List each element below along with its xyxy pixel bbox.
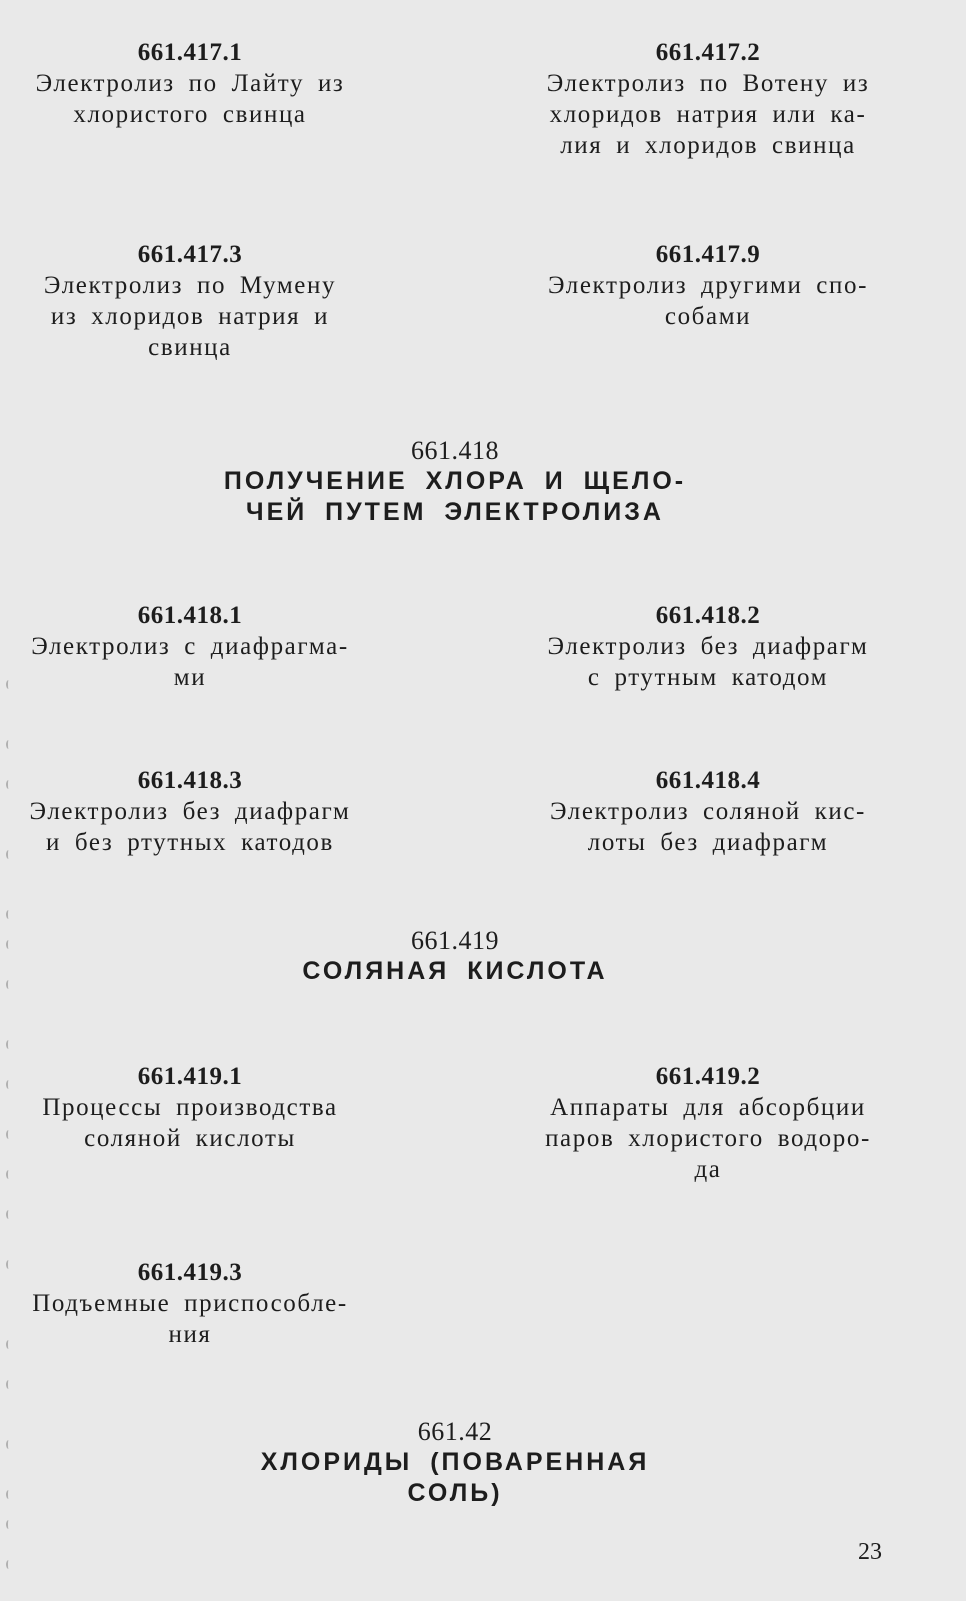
entry-text-line: Электролиз без диафрагм bbox=[29, 798, 351, 825]
entry-text-line: ми bbox=[173, 664, 207, 691]
binding-mark bbox=[6, 780, 11, 789]
binding-mark bbox=[6, 680, 11, 689]
entry-code: 661.419.1 bbox=[137, 1063, 243, 1090]
entry-text-line: собами bbox=[664, 303, 752, 330]
entry-661-417-2 bbox=[518, 38, 898, 161]
entry-text-line: Электролиз соляной кис- bbox=[550, 798, 866, 825]
binding-mark bbox=[6, 1340, 11, 1349]
entry-661-418-4 bbox=[518, 766, 898, 858]
binding-mark bbox=[6, 1560, 11, 1569]
entry-code: 661.419.2 bbox=[655, 1063, 761, 1090]
page-number: 23 bbox=[858, 1539, 882, 1565]
entry-code: 661.418.2 bbox=[655, 602, 761, 629]
entry-text-line: Процессы производства bbox=[42, 1094, 338, 1121]
binding-mark bbox=[6, 1210, 11, 1219]
section-title-line: СОЛЯНАЯ КИСЛОТА bbox=[302, 957, 608, 985]
entry-text-line: Электролиз по Мумену bbox=[43, 272, 337, 299]
entry-text-line: ния bbox=[168, 1321, 212, 1348]
entry-text-line: лоты без диафрагм bbox=[587, 829, 829, 856]
entry-661-417-1 bbox=[0, 38, 380, 130]
entry-code: 661.417.9 bbox=[655, 241, 761, 268]
entry-661-418-2 bbox=[518, 601, 898, 693]
binding-mark bbox=[6, 850, 11, 859]
entry-text-line: Электролиз по Лайту из bbox=[35, 70, 345, 97]
entry-code: 661.419.3 bbox=[137, 1259, 243, 1286]
section-code: 661.42 bbox=[417, 1417, 493, 1446]
entry-text-line: Аппараты для абсорбции bbox=[550, 1094, 866, 1121]
binding-mark bbox=[6, 910, 11, 919]
entry-text-line: и без ртутных катодов bbox=[46, 829, 334, 856]
entry-code: 661.418.1 bbox=[137, 602, 243, 629]
binding-mark bbox=[6, 740, 11, 749]
binding-mark bbox=[6, 1380, 11, 1389]
entry-text-line: паров хлористого водоро- bbox=[545, 1125, 871, 1152]
section-661-42 bbox=[0, 1417, 910, 1509]
entry-text-line: Электролиз с диафрагма- bbox=[31, 633, 349, 660]
entry-661-419-1 bbox=[0, 1062, 380, 1154]
binding-mark bbox=[6, 1130, 11, 1139]
entry-661-418-1 bbox=[0, 601, 380, 693]
section-code: 661.418 bbox=[411, 436, 499, 465]
section-code: 661.419 bbox=[411, 926, 499, 955]
entry-text-line: свинца bbox=[148, 334, 232, 361]
entry-text-line: Электролиз без диафрагм bbox=[547, 633, 869, 660]
binding-mark bbox=[6, 1440, 11, 1449]
binding-mark bbox=[6, 1170, 11, 1179]
entry-text-line: Подъемные приспособле- bbox=[32, 1290, 348, 1317]
entry-code: 661.418.4 bbox=[655, 767, 761, 794]
entry-code: 661.417.3 bbox=[137, 241, 243, 268]
section-661-418 bbox=[0, 436, 910, 528]
entry-661-419-3 bbox=[0, 1258, 380, 1350]
section-661-419 bbox=[0, 926, 910, 987]
section-title-line: ХЛОРИДЫ (ПОВАРЕННАЯ bbox=[260, 1448, 650, 1476]
binding-mark bbox=[6, 1080, 11, 1089]
entry-code: 661.417.2 bbox=[655, 39, 761, 66]
binding-mark bbox=[6, 1490, 11, 1499]
entry-code: 661.417.1 bbox=[137, 39, 243, 66]
entry-text-line: из хлоридов натрия и bbox=[50, 303, 330, 330]
binding-mark bbox=[6, 980, 11, 989]
binding-mark bbox=[6, 1040, 11, 1049]
section-title-line: СОЛЬ) bbox=[407, 1479, 503, 1507]
binding-mark bbox=[6, 1520, 11, 1529]
entry-text-line: хлористого свинца bbox=[73, 101, 307, 128]
entry-text-line: да bbox=[694, 1156, 722, 1183]
entry-text-line: Электролиз по Вотену из bbox=[546, 70, 870, 97]
binding-mark bbox=[6, 940, 11, 949]
binding-mark bbox=[6, 1260, 11, 1269]
entry-661-417-9 bbox=[518, 240, 898, 332]
section-title-line: ПОЛУЧЕНИЕ ХЛОРА И ЩЕЛО- bbox=[223, 467, 687, 495]
entry-text-line: лия и хлоридов свинца bbox=[560, 132, 856, 159]
binding-marks bbox=[2, 640, 18, 1590]
section-title-line: ЧЕЙ ПУТЕМ ЭЛЕКТРОЛИЗА bbox=[246, 498, 664, 526]
entry-661-419-2 bbox=[518, 1062, 898, 1185]
entry-text-line: Электролиз другими спо- bbox=[547, 272, 868, 299]
entry-code: 661.418.3 bbox=[137, 767, 243, 794]
entry-text-line: хлоридов натрия или ка- bbox=[549, 101, 867, 128]
entry-text-line: соляной кислоты bbox=[84, 1125, 296, 1152]
entry-661-418-3 bbox=[0, 766, 380, 858]
entry-text-line: с ртутным катодом bbox=[587, 664, 829, 691]
entry-661-417-3 bbox=[0, 240, 380, 363]
